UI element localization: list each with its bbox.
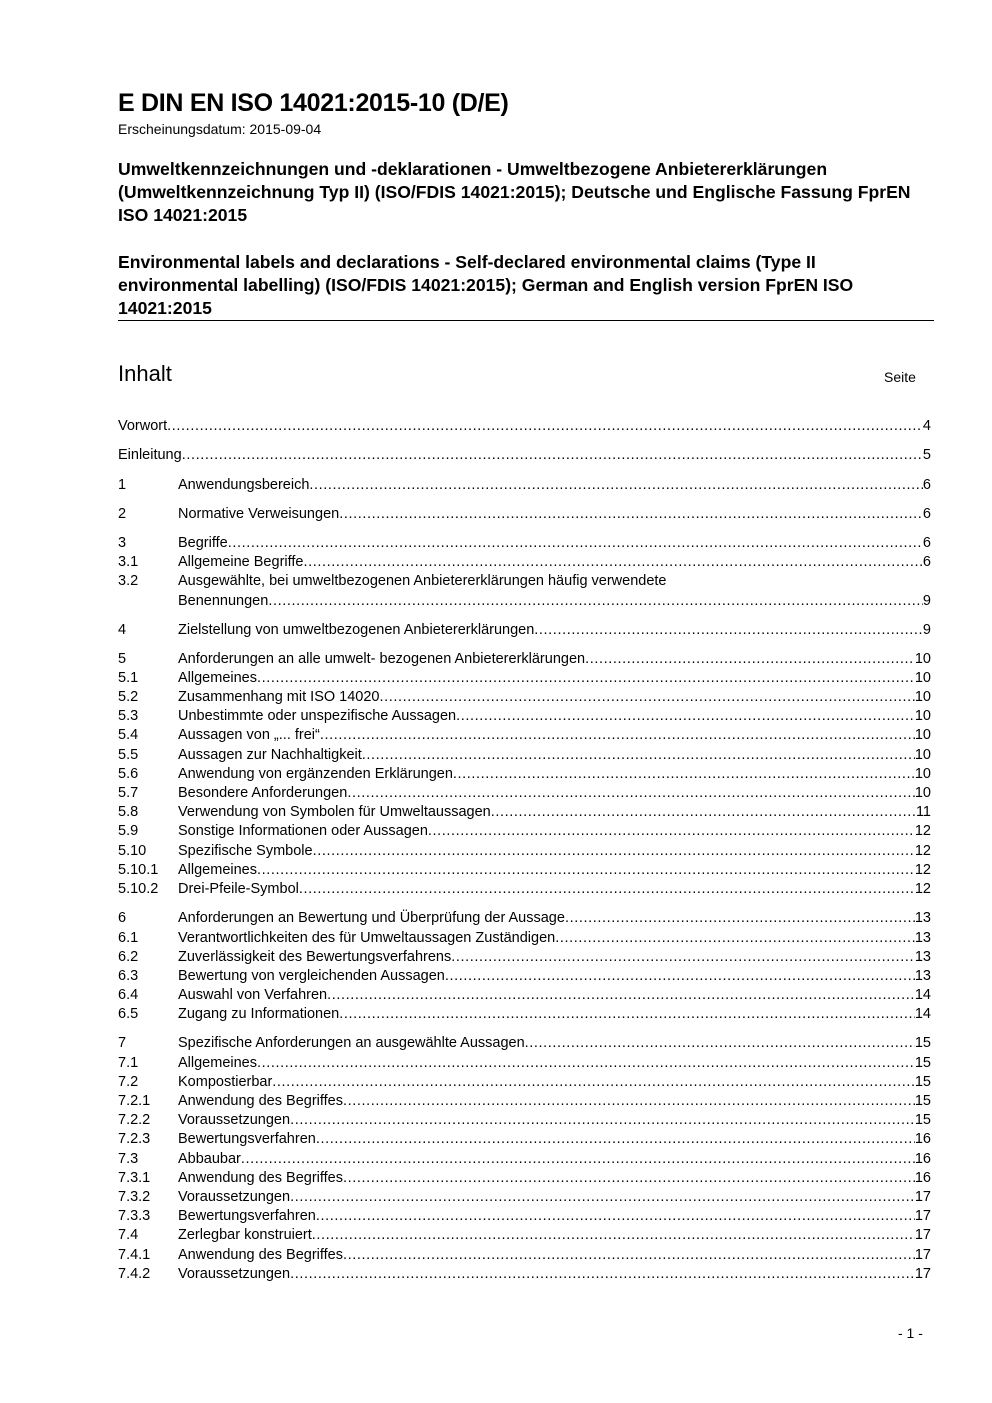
toc-entry-title: Aussagen von „... frei“ <box>178 727 320 743</box>
toc-entry-page: 6 <box>922 535 931 551</box>
toc-entry-title: Ausgewählte, bei umweltbezogenen Anbietererklärungen häufig verwendete <box>178 573 667 589</box>
toc-entry-number: 6.2 <box>118 949 139 965</box>
toc-entry[interactable] <box>118 929 931 948</box>
toc-entry-number: 6.3 <box>118 968 139 984</box>
toc-entry-number: 5.5 <box>118 747 139 763</box>
page-number: - 1 - <box>898 1325 923 1341</box>
toc-entry[interactable] <box>118 967 931 986</box>
toc-entry-number: 5.10.1 <box>118 862 159 878</box>
toc-entry[interactable] <box>118 822 931 841</box>
toc-entry-title: Aussagen zur Nachhaltigkeit <box>178 747 362 763</box>
toc-entry-title: Allgemeines <box>178 1055 257 1071</box>
toc-entry[interactable] <box>118 1092 931 1111</box>
toc-entry-number: 5.1 <box>118 670 139 686</box>
toc-leader-dots <box>272 1073 915 1092</box>
toc-leader-dots <box>343 1169 915 1188</box>
toc-entry-number: 3.2 <box>118 573 139 589</box>
toc-entry-page: 15 <box>914 1055 931 1071</box>
toc-leader-dots <box>257 1054 915 1073</box>
toc-entry[interactable] <box>118 669 931 688</box>
toc-entry[interactable] <box>118 1150 931 1169</box>
toc-entry-title: Zuverlässigkeit des Bewertungsverfahrens <box>178 949 452 965</box>
toc-entry-number: 7.3.2 <box>118 1189 151 1205</box>
toc-entry-title: Zielstellung von umweltbezogenen Anbietererklärungen <box>178 622 535 638</box>
toc-leader-dots <box>312 1226 915 1245</box>
toc-entry-page: 12 <box>914 862 931 878</box>
toc-entry-page: 4 <box>922 418 931 434</box>
toc-entry-number: 7.2.3 <box>118 1131 151 1147</box>
toc-entry-title: Drei-Pfeile-Symbol <box>178 881 299 897</box>
toc-entry-page: 12 <box>914 881 931 897</box>
toc-entry-page: 10 <box>914 689 931 705</box>
toc-entry-page: 13 <box>914 968 931 984</box>
toc-entry-title: Zerlegbar konstruiert <box>178 1227 312 1243</box>
toc-entry-page: 16 <box>914 1170 931 1186</box>
toc-leader-dots <box>362 746 915 765</box>
toc-leader-dots <box>182 446 923 465</box>
toc-leader-dots <box>343 1246 915 1265</box>
toc-leader-dots <box>320 726 915 745</box>
toc-entry[interactable] <box>118 417 931 436</box>
toc-leader-dots <box>525 1034 915 1053</box>
toc-leader-dots <box>313 842 915 861</box>
toc-leader-dots <box>241 1150 915 1169</box>
toc-entry-title: Verwendung von Symbolen für Umweltaussagen <box>178 804 491 820</box>
toc-entry-page: 15 <box>914 1074 931 1090</box>
toc-entry[interactable] <box>118 534 931 553</box>
toc-entry-page: 10 <box>914 747 931 763</box>
toc-entry[interactable] <box>118 784 931 803</box>
toc-entry[interactable] <box>118 746 931 765</box>
toc-entry-page: 10 <box>914 708 931 724</box>
publication-date: Erscheinungsdatum: 2015-09-04 <box>118 121 322 137</box>
toc-leader-dots <box>316 1130 915 1149</box>
toc-entry-title: Abbaubar <box>178 1151 241 1167</box>
toc-entry[interactable] <box>118 1246 931 1265</box>
toc-entry-title: Normative Verweisungen <box>178 506 340 522</box>
toc-entry-title: Unbestimmte oder unspezifische Aussagen <box>178 708 457 724</box>
toc-entry-title: Spezifische Anforderungen an ausgewählte Aussagen <box>178 1035 525 1051</box>
toc-entry[interactable] <box>118 986 931 1005</box>
toc-entry-page: 10 <box>914 651 931 667</box>
toc-entry[interactable] <box>118 1226 931 1245</box>
toc-entry-page: 11 <box>915 804 931 820</box>
toc-entry-number: 7.3.1 <box>118 1170 151 1186</box>
toc-entry-page: 10 <box>914 785 931 801</box>
toc-entry-title: Anforderungen an Bewertung und Überprüfung der Aussage <box>178 910 565 926</box>
toc-entry[interactable] <box>118 803 931 822</box>
toc-entry[interactable] <box>118 446 931 465</box>
toc-page-column-label: Seite <box>884 369 916 385</box>
toc-leader-dots <box>667 572 932 591</box>
toc-entry[interactable] <box>118 1111 931 1130</box>
toc-heading: Inhalt <box>118 361 172 386</box>
toc-entry[interactable] <box>118 726 931 745</box>
toc-leader-dots <box>257 669 915 688</box>
toc-entry-number: 7.4.2 <box>118 1266 151 1282</box>
toc-leader-dots <box>380 688 915 707</box>
toc-entry-number: 6 <box>118 910 127 926</box>
toc-entry-page: 15 <box>914 1112 931 1128</box>
toc-entry-page: 13 <box>914 930 931 946</box>
toc-entry-number: 7.3.3 <box>118 1208 151 1224</box>
toc-entry-title: Anwendung des Begriffes <box>178 1170 343 1186</box>
toc-entry[interactable] <box>118 948 931 967</box>
toc-entry-title: Anwendung des Begriffes <box>178 1093 343 1109</box>
toc-entry-page: 6 <box>922 554 931 570</box>
toc-leader-dots <box>268 592 923 611</box>
toc-leader-dots <box>491 803 916 822</box>
toc-leader-dots <box>339 505 923 524</box>
toc-entry-number: 5.9 <box>118 823 139 839</box>
toc-entry-page: 17 <box>914 1189 931 1205</box>
toc-leader-dots <box>303 553 922 572</box>
toc-entry-number: 5.6 <box>118 766 139 782</box>
toc-entry-page: 14 <box>914 1006 931 1022</box>
toc-entry[interactable] <box>118 553 931 572</box>
toc-entry-title: Allgemeine Begriffe <box>178 554 304 570</box>
toc-leader-dots <box>339 1005 915 1024</box>
toc-entry-number: 6.5 <box>118 1006 139 1022</box>
toc-leader-dots <box>445 967 915 986</box>
toc-entry-title: Bewertungsverfahren <box>178 1131 316 1147</box>
toc-entry-title: Auswahl von Verfahren <box>178 987 328 1003</box>
toc-leader-dots <box>428 822 915 841</box>
toc-entry[interactable] <box>118 765 931 784</box>
toc-entry-number: 5.8 <box>118 804 139 820</box>
toc-leader-dots <box>343 1092 915 1111</box>
toc-entry-number: 2 <box>118 506 127 522</box>
toc-entry[interactable] <box>118 1073 931 1092</box>
toc-entry[interactable] <box>118 1034 931 1053</box>
toc-entry-title: Anwendung des Begriffes <box>178 1247 343 1263</box>
toc-entry-title: Voraussetzungen <box>178 1189 291 1205</box>
toc-leader-dots <box>316 1207 915 1226</box>
toc-leader-dots <box>555 929 915 948</box>
toc-entry[interactable] <box>118 592 931 611</box>
toc-leader-dots <box>228 534 923 553</box>
toc-leader-dots <box>290 1265 915 1284</box>
toc-entry-title: Begriffe <box>178 535 228 551</box>
toc-leader-dots <box>451 948 915 967</box>
toc-entry-title: Benennungen <box>178 593 269 609</box>
toc-leader-dots <box>167 417 923 436</box>
toc-entry-page: 12 <box>914 823 931 839</box>
toc-entry[interactable] <box>118 688 931 707</box>
toc-entry[interactable] <box>118 621 931 640</box>
toc-entry-number: 6.4 <box>118 987 139 1003</box>
toc-entry-page: 14 <box>914 987 931 1003</box>
toc-entry-title: Bewertungsverfahren <box>178 1208 316 1224</box>
toc-entry-title: Vorwort <box>118 418 168 434</box>
toc-entry[interactable] <box>118 880 931 899</box>
toc-entry-number: 1 <box>118 477 127 493</box>
toc-leader-dots <box>453 765 915 784</box>
document-id: E DIN EN ISO 14021:2015-10 (D/E) <box>118 89 509 117</box>
toc-entry-number: 6.1 <box>118 930 139 946</box>
toc-entry-page: 15 <box>914 1093 931 1109</box>
toc-leader-dots <box>290 1188 915 1207</box>
toc-entry-page: 16 <box>914 1151 931 1167</box>
title-german: Umweltkennzeichnungen und -deklarationen - Umweltbezogene Anbietererklärungen (Umweltkennzeichnung Typ II) (ISO/FDIS 14021:2015); Deutsche und Englische Fassung FprEN ISO 14021:2015 <box>118 159 911 225</box>
toc-entry-title: Zusammenhang mit ISO 14020 <box>178 689 380 705</box>
toc-entry-number: 7 <box>118 1035 127 1051</box>
toc-entry-number: 5.2 <box>118 689 139 705</box>
toc-entry[interactable] <box>118 842 931 861</box>
toc-entry-title: Kompostierbar <box>178 1074 273 1090</box>
toc-entry-title: Zugang zu Informationen <box>178 1006 340 1022</box>
toc-entry-title: Anwendungsbereich <box>178 477 310 493</box>
toc-entry-number: 7.4.1 <box>118 1247 151 1263</box>
toc-entry-title: Besondere Anforderungen <box>178 785 348 801</box>
toc-entry-title: Einleitung <box>118 447 182 463</box>
toc-entry-page: 17 <box>914 1227 931 1243</box>
toc-entry-page: 12 <box>914 843 931 859</box>
toc-entry-title: Allgemeines <box>178 670 257 686</box>
toc-entry-title: Anwendung von ergänzenden Erklärungen <box>178 766 453 782</box>
toc-leader-dots <box>585 650 915 669</box>
toc-leader-dots <box>347 784 915 803</box>
toc-entry-page: 5 <box>922 447 931 463</box>
toc-entry-page: 17 <box>914 1247 931 1263</box>
toc-entry[interactable] <box>118 909 931 928</box>
toc-entry[interactable] <box>118 1169 931 1188</box>
toc-entry-page: 6 <box>922 506 931 522</box>
toc-entry-number: 7.3 <box>118 1151 139 1167</box>
toc-entry-number: 7.4 <box>118 1227 139 1243</box>
toc-entry[interactable] <box>118 861 931 880</box>
toc-entry[interactable] <box>118 707 931 726</box>
toc-entry[interactable] <box>118 505 931 524</box>
toc-entry-page: 17 <box>914 1266 931 1282</box>
toc-entry-title: Verantwortlichkeiten des für Umweltaussagen Zuständigen <box>178 930 556 946</box>
toc-entry[interactable] <box>118 572 931 591</box>
toc-entry[interactable] <box>118 1054 931 1073</box>
toc-entry[interactable] <box>118 650 931 669</box>
toc-entry-title: Voraussetzungen <box>178 1266 291 1282</box>
toc-leader-dots <box>257 861 915 880</box>
toc-entry-number: 5.10.2 <box>118 881 159 897</box>
toc-entry-number: 5 <box>118 651 127 667</box>
toc-entry-title: Sonstige Informationen oder Aussagen <box>178 823 428 839</box>
toc-entry-title: Bewertung von vergleichenden Aussagen <box>178 968 445 984</box>
toc-entry-title: Anforderungen an alle umwelt- bezogenen Anbietererklärungen <box>178 651 586 667</box>
toc-leader-dots <box>309 476 923 495</box>
toc-entry-number: 5.10 <box>118 843 147 859</box>
toc-leader-dots <box>290 1111 915 1130</box>
toc-entry[interactable] <box>118 476 931 495</box>
toc-entry-number: 4 <box>118 622 127 638</box>
toc-entry-title: Spezifische Symbole <box>178 843 313 859</box>
toc-entry-number: 7.2.2 <box>118 1112 151 1128</box>
toc-entry-page: 9 <box>922 593 931 609</box>
toc-leader-dots <box>534 621 923 640</box>
toc-entry-page: 6 <box>922 477 931 493</box>
toc-entry[interactable] <box>118 1130 931 1149</box>
toc-entry-page: 10 <box>914 670 931 686</box>
title-english: Environmental labels and declarations - Self-declared environmental claims (Type II environmental labelling) (ISO/FDIS 14021:2015); German and English version FprEN ISO 14021:2015 <box>118 252 854 318</box>
toc-leader-dots <box>299 880 915 899</box>
toc-entry-title: Voraussetzungen <box>178 1112 291 1128</box>
toc-entry-page: 10 <box>914 727 931 743</box>
toc-entry-page: 16 <box>914 1131 931 1147</box>
toc-entry-number: 5.3 <box>118 708 139 724</box>
toc-entry-number: 3.1 <box>118 554 139 570</box>
toc-entry-title: Allgemeines <box>178 862 257 878</box>
toc-entry[interactable] <box>118 1207 931 1226</box>
toc-leader-dots <box>327 986 915 1005</box>
toc-entry-page: 10 <box>914 766 931 782</box>
toc-entry-page: 9 <box>922 622 931 638</box>
toc-entry-number: 7.2 <box>118 1074 139 1090</box>
toc-entry-number: 5.7 <box>118 785 139 801</box>
toc-entry[interactable] <box>118 1005 931 1024</box>
toc-entry[interactable] <box>118 1265 931 1284</box>
toc-entry-number: 5.4 <box>118 727 139 743</box>
toc-entry-page: 17 <box>914 1208 931 1224</box>
toc-entry-number: 7.2.1 <box>118 1093 151 1109</box>
toc-leader-dots <box>565 909 915 928</box>
toc-entry[interactable] <box>118 1188 931 1207</box>
toc-entry-page: 13 <box>914 910 931 926</box>
title-divider <box>118 320 934 321</box>
toc-entry-page: 13 <box>914 949 931 965</box>
toc-entry-number: 7.1 <box>118 1055 139 1071</box>
toc-entry-page: 15 <box>914 1035 931 1051</box>
toc-entry-number: 3 <box>118 535 127 551</box>
toc-leader-dots <box>456 707 915 726</box>
